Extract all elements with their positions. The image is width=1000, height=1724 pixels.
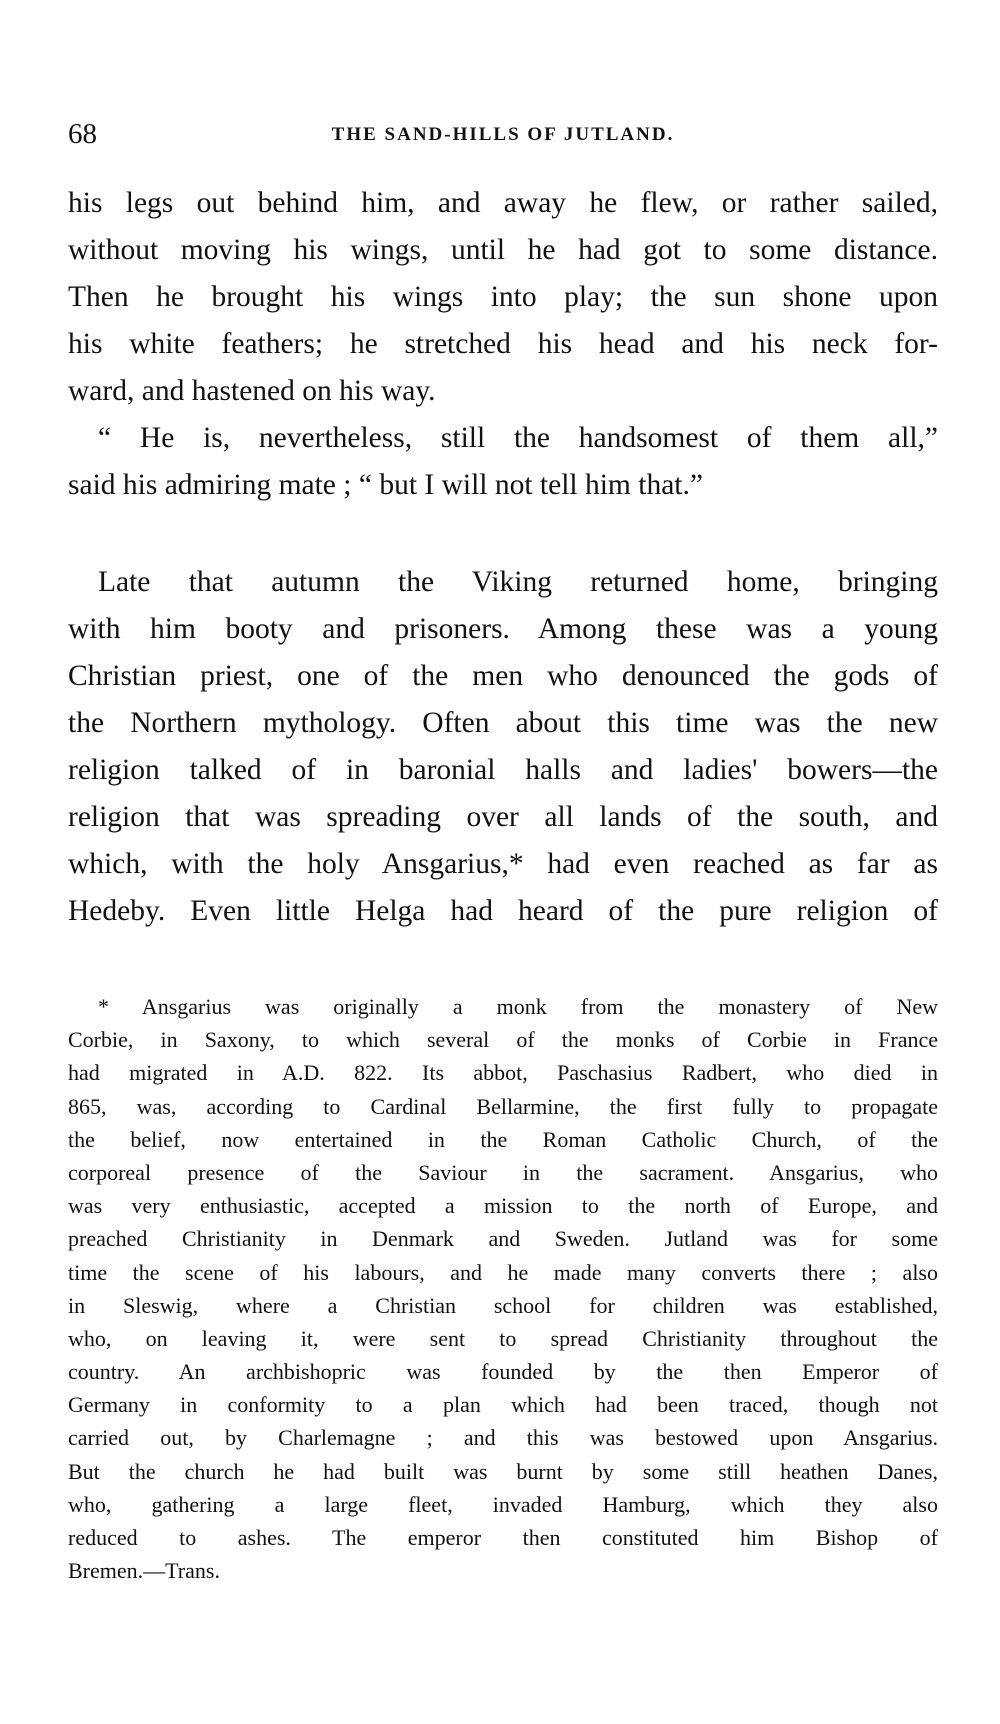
footnote-line: * Ansgarius was originally a monk from the monastery of New <box>98 994 938 1019</box>
footnote-line: preached Christianity in Denmark and Sweden. Jutland was for some <box>68 1226 938 1252</box>
paragraph <box>68 415 938 509</box>
text-line: his white feathers; he stretched his head and his neck for- <box>68 328 938 360</box>
footnote-line: who, on leaving it, were sent to spread Christianity throughout the <box>68 1325 938 1351</box>
text-line: without moving his wings, until he had got to some distance. <box>68 234 938 266</box>
running-header <box>68 118 938 158</box>
footnote-line: Germany in conformity to a plan which had been traced, though not <box>68 1392 938 1418</box>
paragraph <box>68 559 938 935</box>
text-line: Then he brought his wings into play; the sun shone upon <box>68 281 938 313</box>
text-line: Hedeby. Even little Helga had heard of the pure religion of <box>68 895 938 927</box>
text-line: “ He is, nevertheless, still the handsomest of them all,” <box>98 422 938 454</box>
footnote-line: Bremen.—Trans. <box>68 1558 220 1584</box>
footnote-line: the belief, now entertained in the Roman Catholic Church, of the <box>68 1126 938 1152</box>
footnote-line: who, gathering a large fleet, invaded Hamburg, which they also <box>68 1491 938 1517</box>
text-line: which, with the holy Ansgarius,* had even reached as far as <box>68 848 938 880</box>
text-line: his legs out behind him, and away he flew, or rather sailed, <box>68 187 938 219</box>
footnote-line: But the church he had built was burnt by some still heathen Danes, <box>68 1458 938 1484</box>
running-title: THE SAND-HILLS OF JUTLAND. <box>331 124 675 145</box>
page-number: 68 <box>68 118 97 150</box>
footnote-line: country. An archbishopric was founded by the then Emperor of <box>68 1359 938 1385</box>
text-line: religion that was spreading over all lands of the south, and <box>68 801 938 833</box>
footnote-line: carried out, by Charlemagne ; and this was bestowed upon Ansgarius. <box>68 1425 938 1451</box>
text-line: religion talked of in baronial halls and ladies' bowers—the <box>68 754 938 786</box>
footnote-line: in Sleswig, where a Christian school for children was established, <box>68 1292 938 1318</box>
text-line: Christian priest, one of the men who denounced the gods of <box>68 660 938 692</box>
footnote-line: time the scene of his labours, and he made many converts there ; also <box>68 1259 938 1285</box>
footnote-line: corporeal presence of the Saviour in the sacrament. Ansgarius, who <box>68 1159 938 1185</box>
footnote <box>68 990 938 1587</box>
footnote-line: reduced to ashes. The emperor then constituted him Bishop of <box>68 1525 938 1550</box>
footnote-line: Corbie, in Saxony, to which several of the monks of Corbie in France <box>68 1027 938 1053</box>
text-line: the Northern mythology. Often about this time was the new <box>68 707 938 739</box>
text-line: Late that autumn the Viking returned home, bringing <box>98 566 938 598</box>
main-text <box>68 180 938 935</box>
paragraph <box>68 180 938 415</box>
text-line: with him booty and prisoners. Among these was a young <box>68 613 938 645</box>
footnote-line: 865, was, according to Cardinal Bellarmine, the first fully to propagate <box>68 1093 938 1119</box>
text-line: said his admiring mate ; “ but I will not tell him that.” <box>68 469 703 501</box>
footnote-line: had migrated in A.D. 822. Its abbot, Paschasius Radbert, who died in <box>68 1060 938 1086</box>
footnote-line: was very enthusiastic, accepted a mission to the north of Europe, and <box>68 1193 938 1219</box>
text-line: ward, and hastened on his way. <box>68 375 436 407</box>
